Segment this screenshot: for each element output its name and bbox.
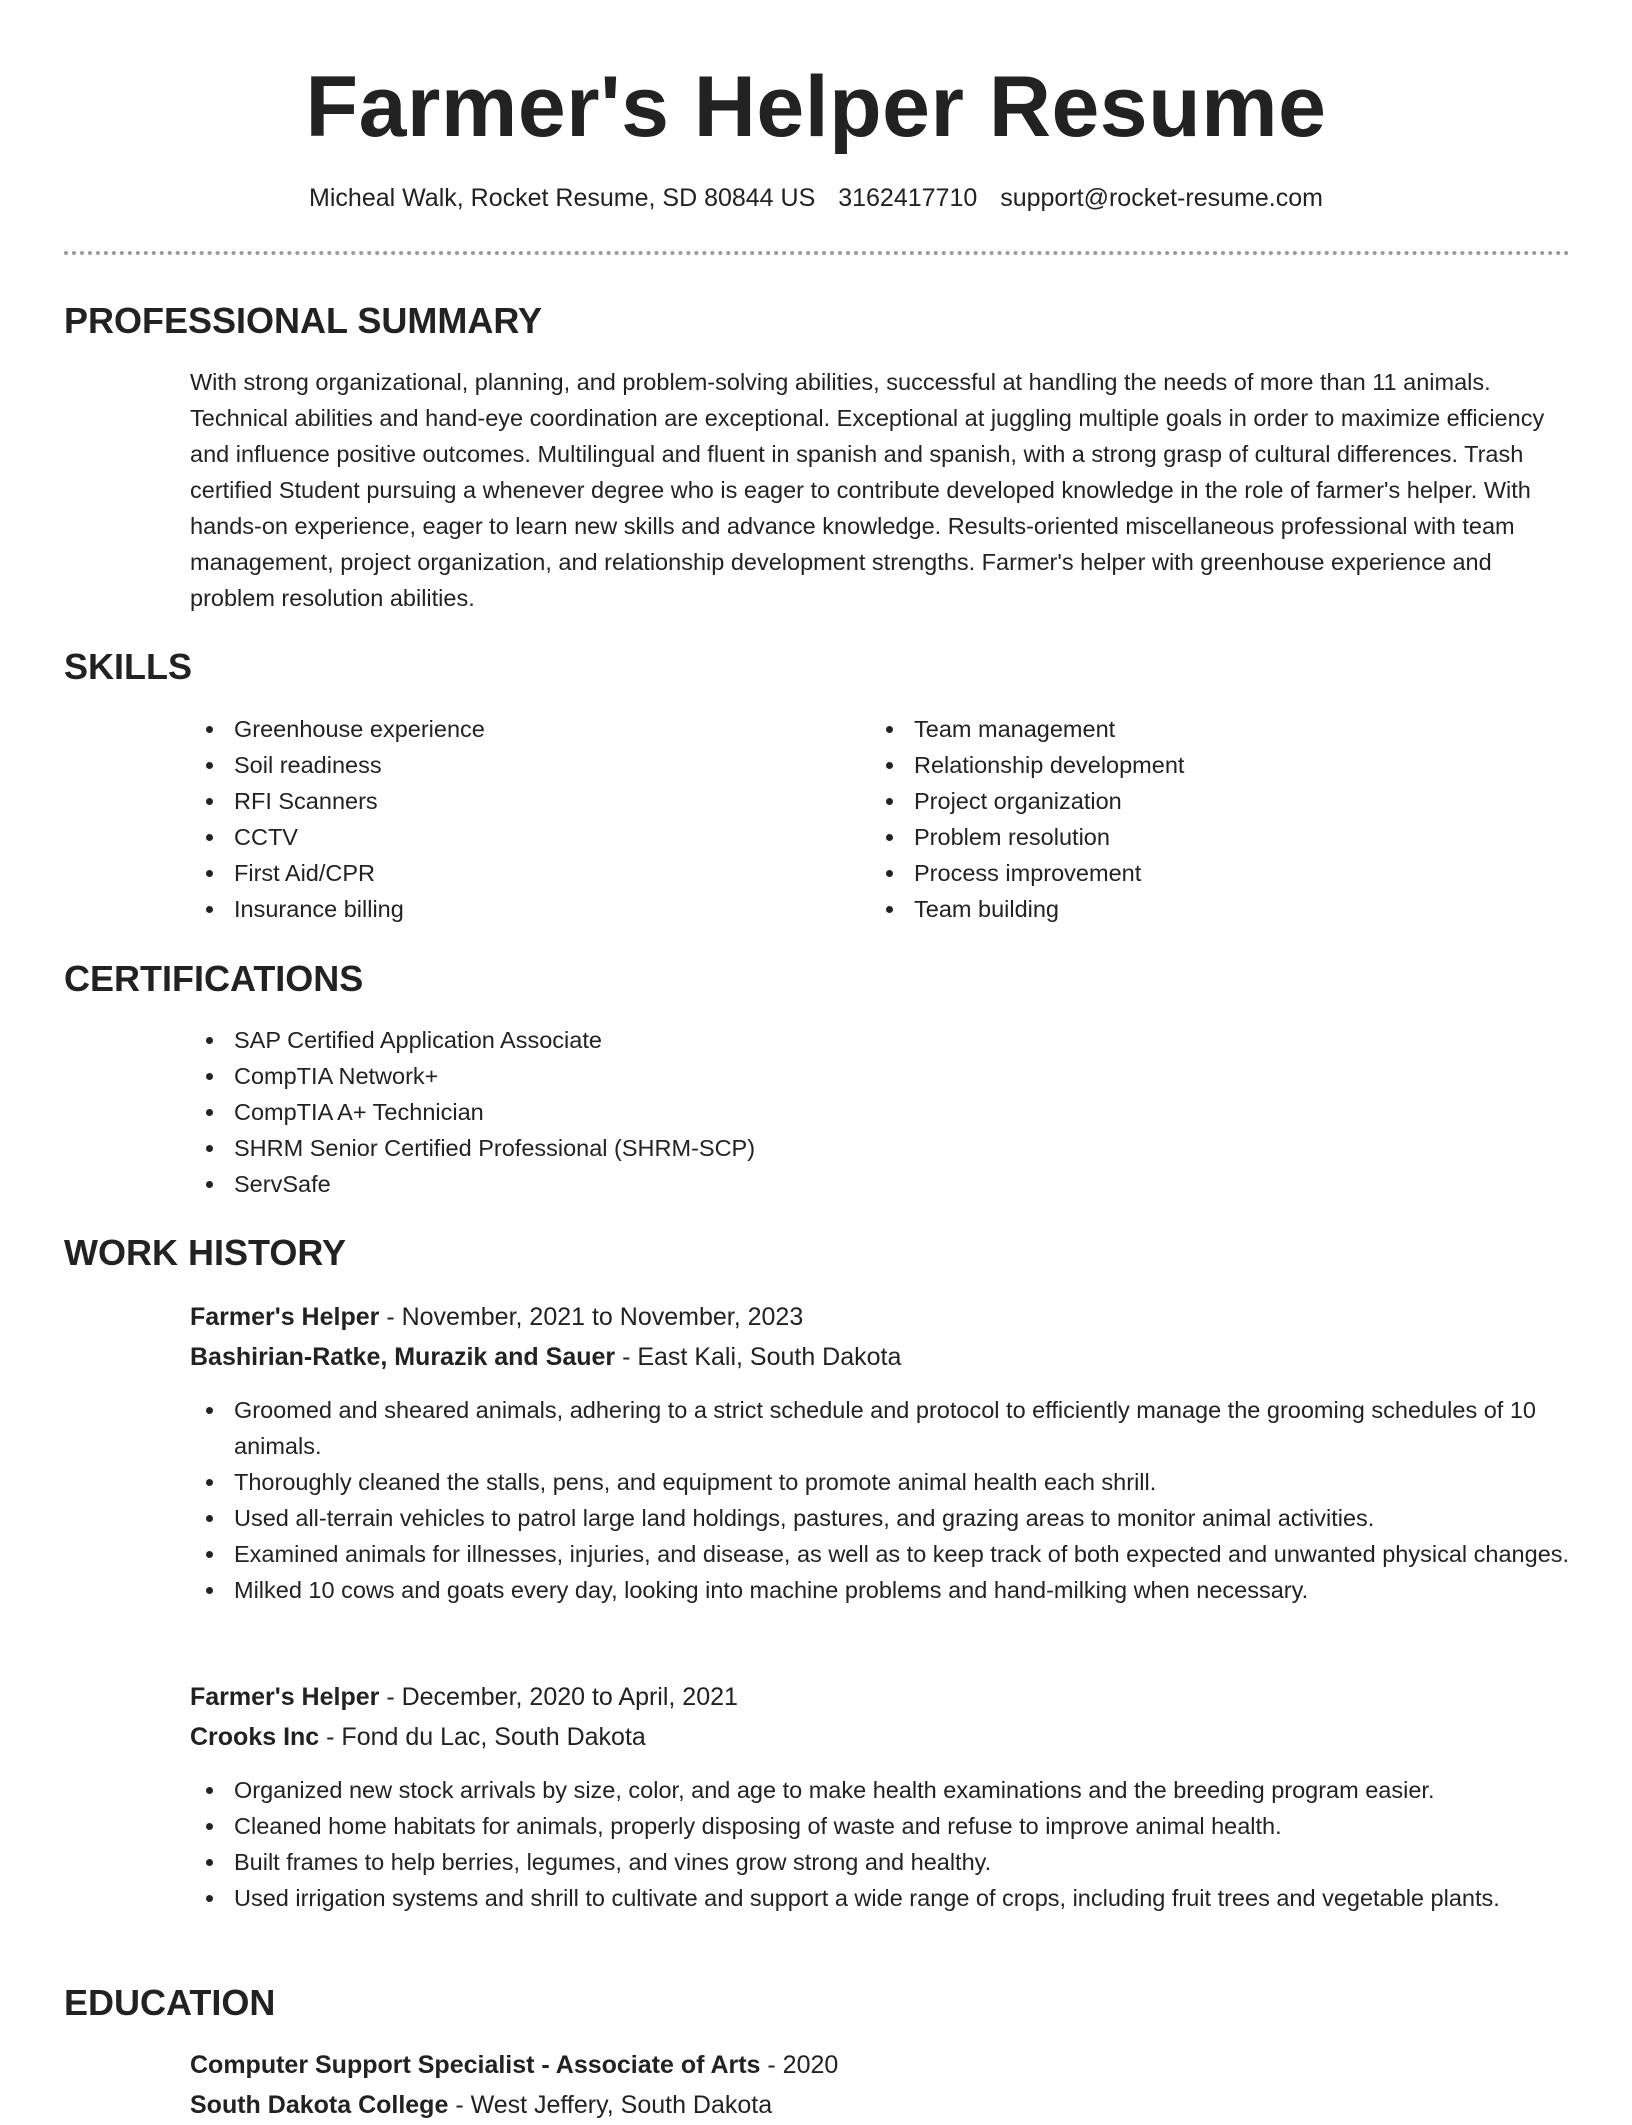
skill-item: Relationship development [870,747,1510,783]
job-title: Farmer's Helper [190,1303,380,1331]
job-duty: Examined animals for illnesses, injuries, and disease, as well as to keep track of both expected and unwanted physical changes. [190,1536,1570,1572]
work-history-heading: WORK HISTORY [64,1232,347,1273]
skill-item: Greenhouse experience [190,711,830,747]
resume-title: Farmer's Helper Resume [305,59,1327,155]
skill-item: Insurance billing [190,891,830,927]
job-dates: - November, 2021 to November, 2023 [379,1303,804,1331]
job-title: Farmer's Helper [190,1683,380,1711]
skill-item: Project organization [870,783,1510,819]
skill-item: Team management [870,711,1510,747]
job-duty: Used irrigation systems and shrill to cultivate and support a wide range of crops, including fruit trees and vegetable plants. [190,1880,1570,1916]
job-duty: Cleaned home habitats for animals, properly disposing of waste and refuse to improve animal health. [190,1808,1570,1844]
job-duty: Organized new stock arrivals by size, color, and age to make health examinations and the breeding program easier. [190,1772,1570,1808]
job-location: - East Kali, South Dakota [615,1343,902,1371]
job-company-line [190,1337,901,1377]
certifications-list [190,1022,1390,1202]
job-duty: Groomed and sheared animals, adhering to a strict schedule and protocol to efficiently manage the grooming schedules of 10 animals. [190,1392,1570,1464]
skills-list-left [190,711,830,927]
certification-item: SAP Certified Application Associate [190,1022,1390,1058]
job-company: Bashirian-Ratke, Murazik and Sauer [190,1343,616,1371]
job-duties-list [190,1772,1570,1916]
job-company-line [190,1717,646,1757]
education-degree-line [190,2045,838,2085]
job-duty: Used all-terrain vehicles to patrol large land holdings, pastures, and grazing areas to monitor animal activities. [190,1500,1570,1536]
job-duties-list [190,1392,1570,1608]
skill-item: CCTV [190,819,830,855]
job-title-line [190,1297,803,1337]
certification-item: SHRM Senior Certified Professional (SHRM-SCP) [190,1130,1390,1166]
job-duty: Milked 10 cows and goats every day, looking into machine problems and hand-milking when necessary. [190,1572,1570,1608]
job-duty: Thoroughly cleaned the stalls, pens, and equipment to promote animal health each shrill. [190,1464,1570,1500]
summary-text: With strong organizational, planning, and problem-solving abilities, successful at handling the needs of more than 11 animals. Technical abilities and hand-eye coordination are exceptional. Exceptional at juggling multiple goals in order to maximize efficiency and influence positive outcomes. Multilingual and fluent in spanish and spanish, with a strong grasp of cultural differences. Trash certified Student pursuing a whenever degree who is eager to contribute developed knowledge in the role of farmer's helper. With hands-on experience, eager to learn new skills and advance knowledge. Results-oriented miscellaneous professional with team management, project organization, and relationship development strengths. Farmer's helper with greenhouse experience and problem resolution abilities. [190,369,1545,611]
skill-item: RFI Scanners [190,783,830,819]
skills-list-right [870,711,1510,927]
certification-item: CompTIA Network+ [190,1058,1390,1094]
certification-item: CompTIA A+ Technician [190,1094,1390,1130]
education-school-line [190,2085,772,2125]
education-school: South Dakota College [190,2091,449,2119]
skill-item: Process improvement [870,855,1510,891]
education-degree: Computer Support Specialist - Associate of Arts [190,2051,761,2079]
contact-phone: 3162417710 [838,184,978,212]
certifications-heading: CERTIFICATIONS [64,958,364,999]
job-company: Crooks Inc [190,1723,320,1751]
certification-item: ServSafe [190,1166,1390,1202]
skill-item: Team building [870,891,1510,927]
skills-heading: SKILLS [64,646,193,687]
skill-item: Problem resolution [870,819,1510,855]
contact-address: Micheal Walk, Rocket Resume, SD 80844 US [309,184,816,212]
job-location: - Fond du Lac, South Dakota [319,1723,646,1751]
education-heading: EDUCATION [64,1982,276,2023]
summary-heading: PROFESSIONAL SUMMARY [64,300,543,341]
skill-item: First Aid/CPR [190,855,830,891]
job-dates: - December, 2020 to April, 2021 [379,1683,738,1711]
education-location: - West Jeffery, South Dakota [448,2091,773,2119]
education-year: - 2020 [760,2051,839,2079]
contact-line [0,180,1632,216]
skill-item: Soil readiness [190,747,830,783]
job-title-line [190,1677,738,1717]
header-divider [64,251,1570,255]
contact-email: support@rocket-resume.com [1000,184,1323,212]
job-duty: Built frames to help berries, legumes, and vines grow strong and healthy. [190,1844,1570,1880]
